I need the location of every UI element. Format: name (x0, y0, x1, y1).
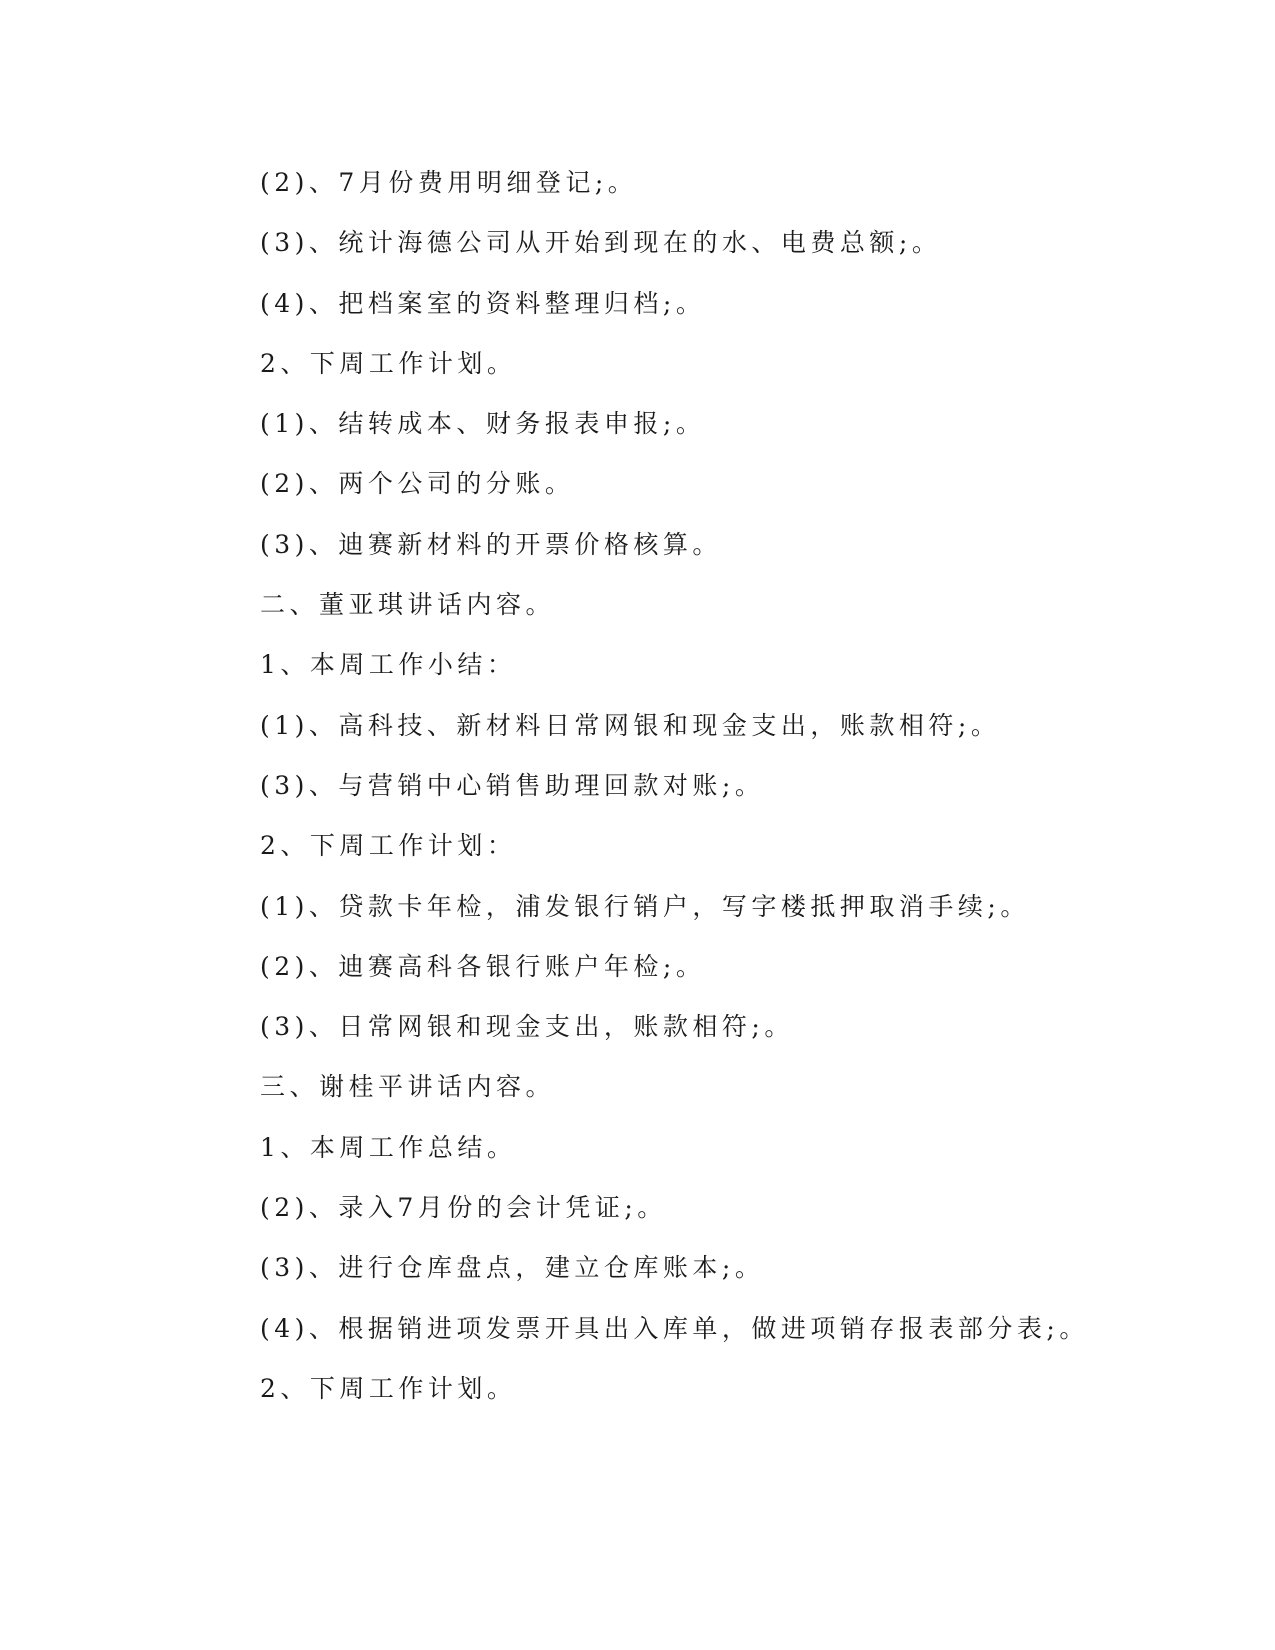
text-line: (2)、录入7月份的会计凭证;。 (260, 1193, 667, 1223)
text-line: (1)、高科技、新材料日常网银和现金支出，账款相符;。 (260, 710, 1001, 740)
text-line: (3)、日常网银和现金支出，账款相符;。 (260, 1012, 794, 1042)
text-line: (3)、迪赛新材料的开票价格核算。 (260, 529, 722, 559)
section-heading: 2、下周工作计划。 (260, 1373, 517, 1403)
text-line: (3)、进行仓库盘点，建立仓库账本;。 (260, 1253, 765, 1283)
text-line: (3)、统计海德公司从开始到现在的水、电费总额;。 (260, 228, 942, 258)
text-line: (3)、与营销中心销售助理回款对账;。 (260, 770, 765, 800)
text-line: (2)、7月份费用明细登记;。 (260, 168, 638, 197)
section-heading: 2、下周工作计划： (260, 831, 517, 861)
text-line: (4)、根据销进项发票开具出入库单，做进项销存报表部分表;。 (260, 1313, 1089, 1343)
text-line: (2)、两个公司的分账。 (260, 469, 575, 499)
text-line: (1)、结转成本、财务报表申报;。 (260, 409, 706, 439)
section-heading: 1、本周工作小结： (260, 650, 517, 680)
text-line: (4)、把档案室的资料整理归档;。 (260, 288, 706, 318)
text-line: (1)、贷款卡年检，浦发银行销户，写字楼抵押取消手续;。 (260, 891, 1030, 921)
section-heading: 三、谢桂平讲话内容。 (260, 1072, 556, 1102)
text-line: (2)、迪赛高科各银行账户年检;。 (260, 951, 706, 981)
section-heading: 二、董亚琪讲话内容。 (260, 590, 556, 620)
section-heading: 1、本周工作总结。 (260, 1132, 517, 1162)
document-body (260, 163, 1160, 1429)
section-heading: 2、下周工作计划。 (260, 348, 517, 378)
